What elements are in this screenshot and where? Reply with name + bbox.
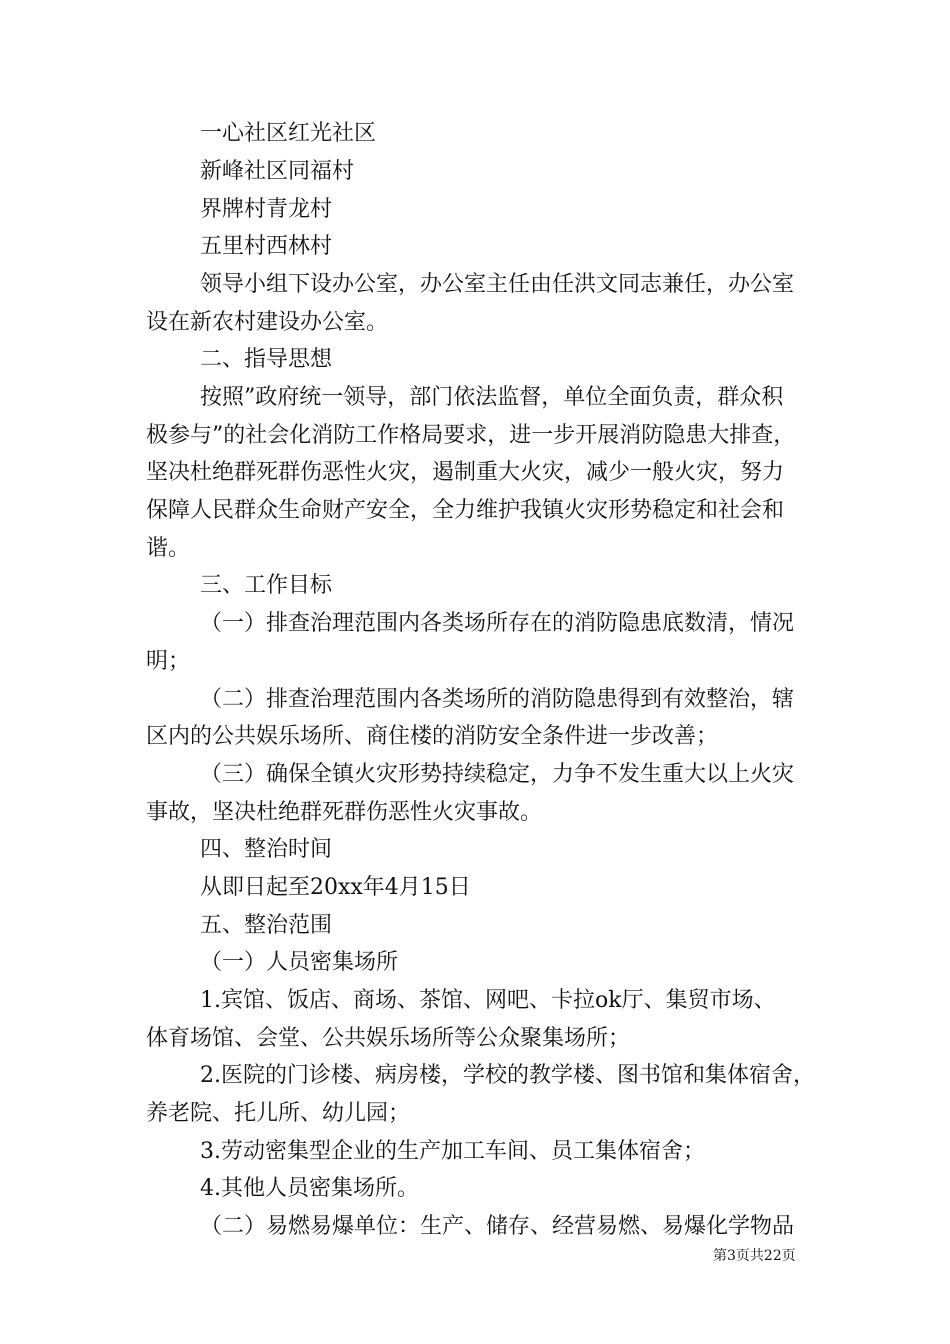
text-line: 明； xyxy=(146,649,191,674)
text-line: 设在新农村建设办公室。 xyxy=(146,310,389,335)
section-heading: 二、指导思想 xyxy=(200,347,333,372)
text-line: 保障人民群众生命财产安全，全力维护我镇火灾形势稳定和社会和 xyxy=(146,498,785,523)
text-line: 3.劳动密集型企业的生产加工车间、员工集体宿舍； xyxy=(200,1139,705,1164)
section-heading: 三、工作目标 xyxy=(200,573,333,598)
text-line: 养老院、托儿所、幼儿园； xyxy=(146,1101,411,1126)
section-heading: 五、整治范围 xyxy=(200,913,333,938)
text-line: 极参与”的社会化消防工作格局要求，进一步开展消防隐患大排查， xyxy=(146,423,796,448)
text-line: 界牌村青龙村 xyxy=(200,197,333,222)
text-line: （一）排查治理范围内各类场所存在的消防隐患底数清，情况 xyxy=(200,611,795,636)
text-line: （二）易燃易爆单位：生产、储存、经营易燃、易爆化学物品 xyxy=(200,1214,795,1239)
text-line: 按照”政府统一领导，部门依法监督，单位全面负责，群众积 xyxy=(200,385,784,410)
text-line: 坚决杜绝群死群伤恶性火灾，遏制重大火灾，减少一般火灾，努力 xyxy=(146,460,785,485)
text-line: 4.其他人员密集场所。 xyxy=(200,1176,419,1201)
text-line: 从即日起至20xx年4月15日 xyxy=(200,875,471,900)
text-line: 一心社区红光社区 xyxy=(200,121,377,146)
text-line: 1.宾馆、饭店、商场、茶馆、网吧、卡拉ok厅、集贸市场、 xyxy=(200,988,776,1013)
text-line: 2.医院的门诊楼、病房楼，学校的教学楼、图书馆和集体宿舍， xyxy=(200,1063,815,1088)
text-line: 体育场馆、会堂、公共娱乐场所等公众聚集场所； xyxy=(146,1026,631,1051)
section-heading: 四、整治时间 xyxy=(200,837,333,862)
page-number: 第3页共22页 xyxy=(713,1248,796,1264)
text-line: （三）确保全镇火灾形势持续稳定，力争不发生重大以上火灾 xyxy=(200,762,795,787)
text-line: 事故，坚决杜绝群死群伤恶性火灾事故。 xyxy=(146,800,543,825)
text-line: 五里村西林村 xyxy=(200,234,333,259)
text-line: （二）排查治理范围内各类场所的消防隐患得到有效整治，辖 xyxy=(200,687,795,712)
text-line: 区内的公共娱乐场所、商住楼的消防安全条件进一步改善； xyxy=(146,724,719,749)
text-line: （一）人员密集场所 xyxy=(200,950,399,975)
text-line: 领导小组下设办公室，办公室主任由任洪文同志兼任，办公室 xyxy=(200,272,795,297)
text-line: 谐。 xyxy=(146,536,191,561)
text-line: 新峰社区同福村 xyxy=(200,159,355,184)
